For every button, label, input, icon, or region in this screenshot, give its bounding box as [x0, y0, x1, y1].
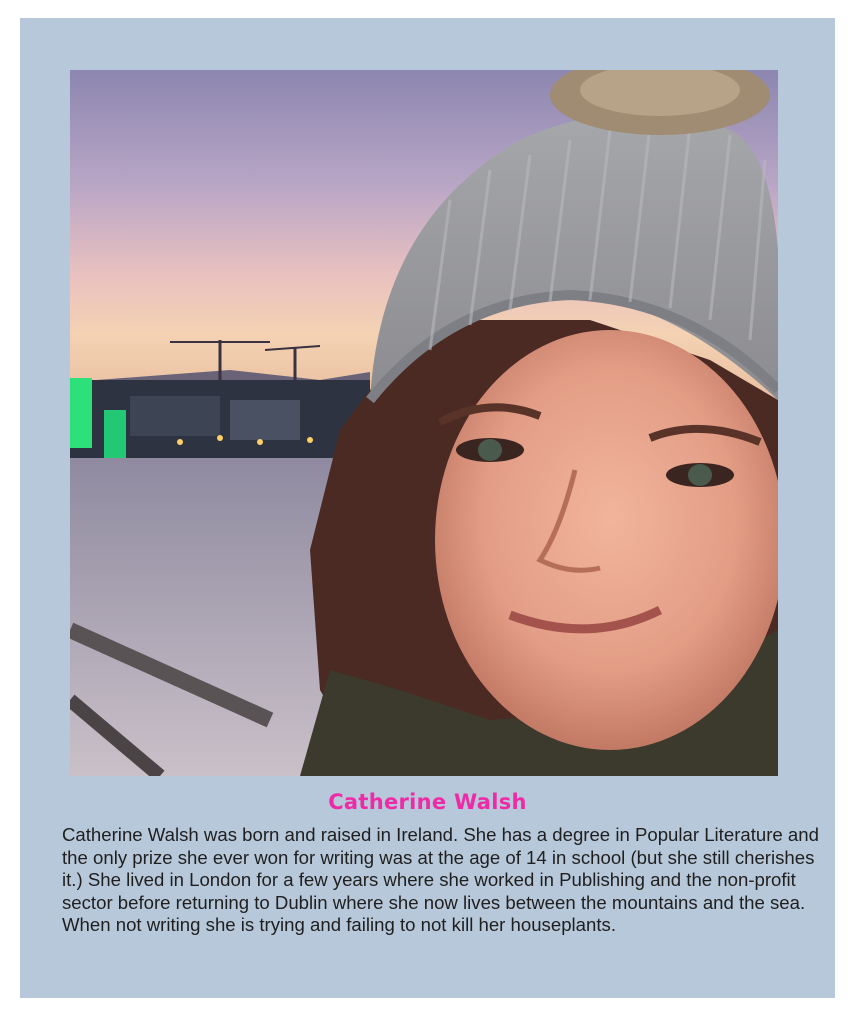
author-name: Catherine Walsh	[328, 790, 527, 814]
author-photo	[70, 70, 778, 776]
author-card	[20, 18, 835, 998]
portrait-image	[70, 70, 778, 776]
author-bio: Catherine Walsh was born and raised in Ireland. She has a degree in Popular Literature and the only prize she ever won for writing was at the age of 14 in school (but she still cherishes it.) She lived in London for a few years where she worked in Publishing and the non-profit sector before returning to Dublin where she now lives between the mountains and the sea. When not writing she is trying and failing to not kill her houseplants.	[62, 824, 819, 935]
